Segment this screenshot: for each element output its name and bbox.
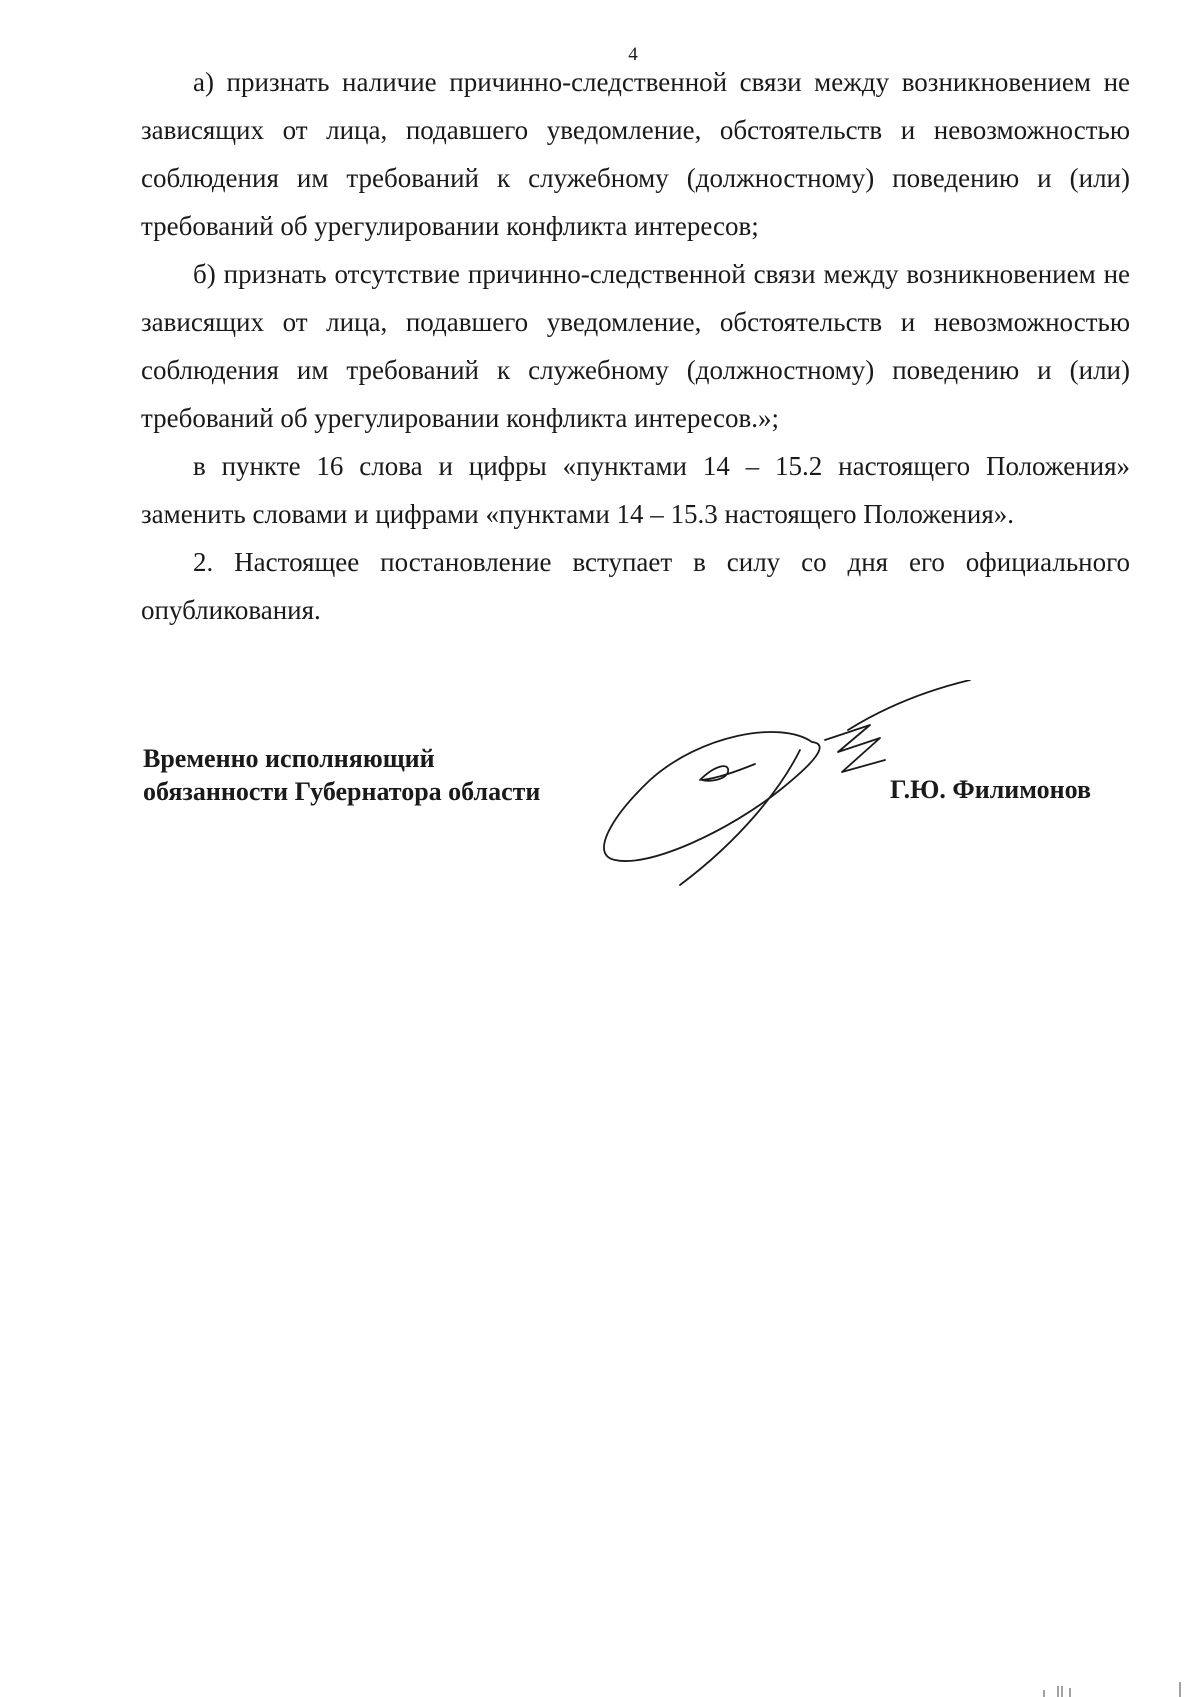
signatory-title-line-2: обязанности Губернатора области bbox=[143, 777, 541, 806]
line: а) признать наличие причинно-следственной связи между возникновением bbox=[193, 67, 1091, 97]
signatory-title-line-1: Временно исполняющий bbox=[143, 744, 435, 773]
line: поведению и (или) требований об урегулировании конфликта интересов; bbox=[141, 163, 1130, 241]
scan-artifact-marks bbox=[1040, 1680, 1190, 1697]
signatory-name: Г.Ю. Филимонов bbox=[890, 775, 1092, 804]
line: невозможностью соблюдения им требований к служебному (должностному) bbox=[141, 307, 1130, 385]
line: возникновением не зависящих от лица, подавшего уведомление, обстоятельств и bbox=[141, 259, 1131, 337]
line: поведению и (или) требований об урегулировании конфликта интересов.»; bbox=[141, 355, 1130, 433]
line: б) признать отсутствие причинно-следственной связи между bbox=[193, 259, 899, 289]
line: опубликования. bbox=[141, 595, 321, 625]
document-body bbox=[141, 58, 1130, 634]
line: в пункте 16 слова и цифры «пунктами 14 – 15.2 настоящего Положения» bbox=[193, 451, 1130, 481]
line: заменить словами и цифрами «пунктами 14 – 15.3 настоящего Положения». bbox=[141, 499, 1015, 529]
line: не зависящих от лица, подавшего уведомление, обстоятельств и bbox=[141, 67, 1130, 145]
paragraph-item-b bbox=[141, 250, 1130, 442]
page-number: 4 bbox=[628, 44, 638, 65]
line: невозможностью соблюдения им требований к служебному (должностному) bbox=[141, 115, 1130, 193]
paragraph-item-a bbox=[141, 58, 1130, 250]
signatory-title bbox=[143, 742, 540, 808]
paragraph-effective-date bbox=[141, 538, 1130, 634]
line: 2. Настоящее постановление вступает в силу со дня его официального bbox=[193, 547, 1130, 577]
paragraph-point-16 bbox=[141, 442, 1130, 538]
